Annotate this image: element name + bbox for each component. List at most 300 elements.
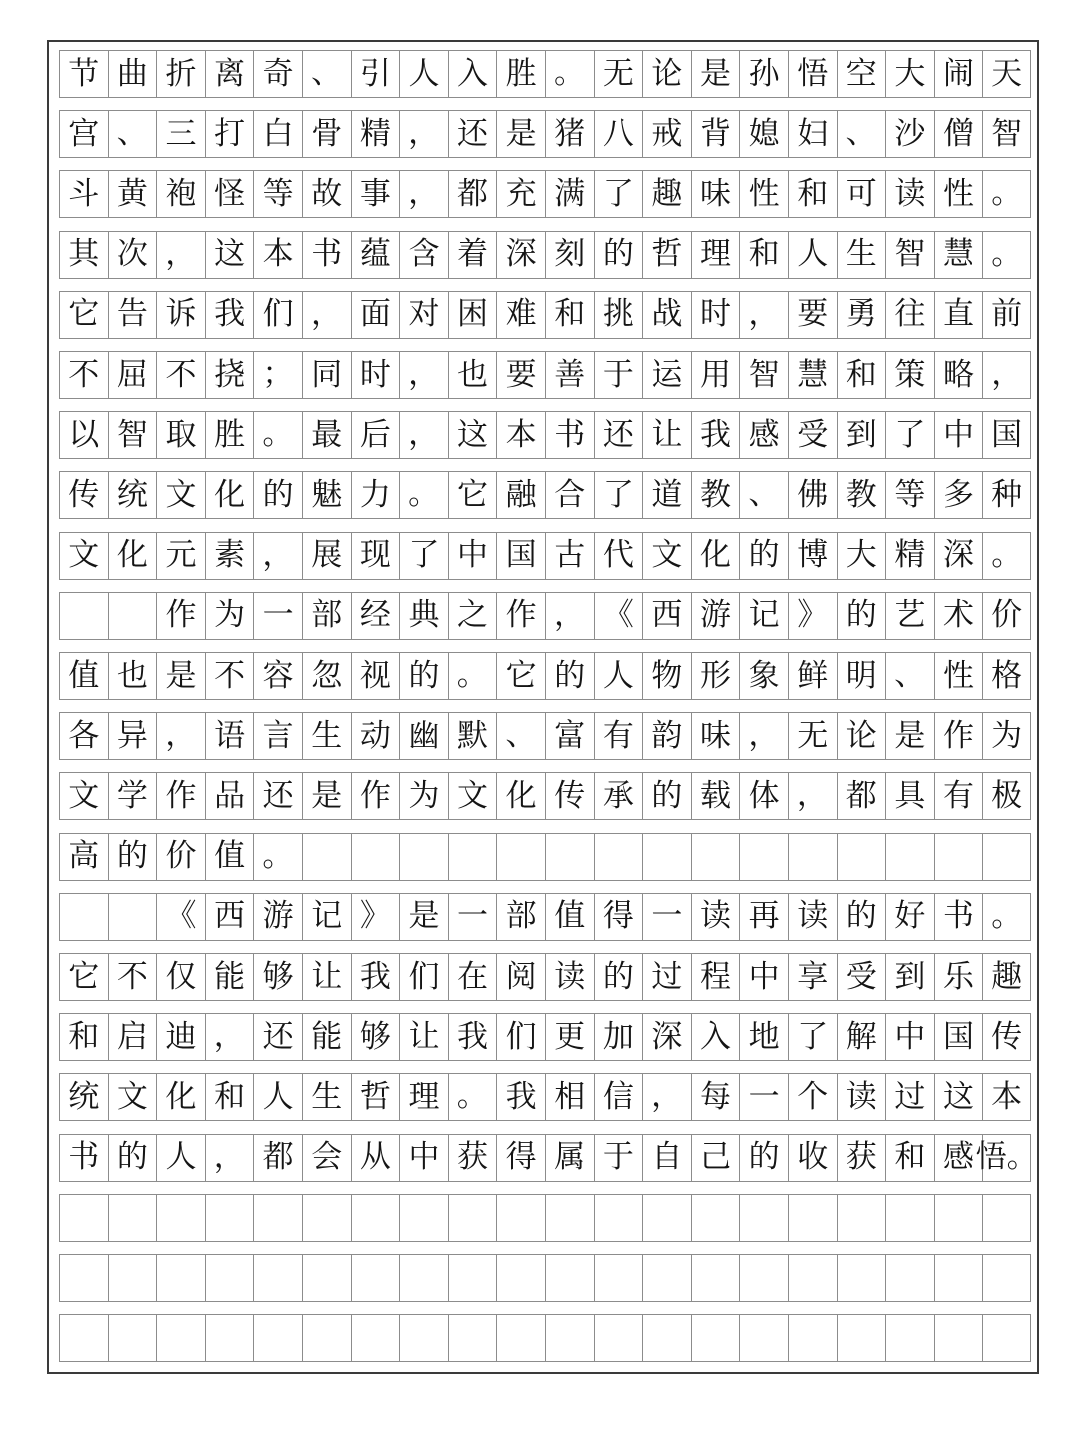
grid-cell [302, 1254, 351, 1302]
grid-cell [545, 833, 594, 881]
grid-cell: 价 [156, 833, 205, 881]
grid-cell [642, 833, 691, 881]
grid-cell: 、 [837, 110, 886, 158]
grid-cell: 论 [642, 50, 691, 98]
grid-cell [448, 833, 497, 881]
grid-cell: 获 [448, 1134, 497, 1182]
grid-cell [59, 1254, 108, 1302]
grid-cell: 形 [691, 652, 740, 700]
grid-cell: ， [205, 1013, 254, 1061]
grid-cell: 加 [594, 1013, 643, 1061]
grid-cell [885, 833, 934, 881]
grid-cell [739, 1314, 788, 1362]
grid-cell: 得 [594, 893, 643, 941]
grid-cell: 。 [399, 471, 448, 519]
grid-cell [59, 1194, 108, 1242]
grid-cell: 明 [837, 652, 886, 700]
grid-cell: 教 [837, 471, 886, 519]
grid-cell: 部 [302, 592, 351, 640]
grid-cell: 魅 [302, 471, 351, 519]
grid-cell: 《 [156, 893, 205, 941]
grid-cell: 》 [788, 592, 837, 640]
grid-cell: 了 [788, 1013, 837, 1061]
grid-cell: 中 [885, 1013, 934, 1061]
grid-cell: 代 [594, 532, 643, 580]
grid-row [59, 1254, 1031, 1302]
grid-cell [837, 1254, 886, 1302]
grid-cell: 还 [594, 411, 643, 459]
grid-cell: 和 [788, 170, 837, 218]
grid-cell: 自 [642, 1134, 691, 1182]
grid-cell: 统 [59, 1073, 108, 1121]
grid-cell: 艺 [885, 592, 934, 640]
grid-cell: 戒 [642, 110, 691, 158]
grid-cell: ， [642, 1073, 691, 1121]
grid-cell: 的 [739, 1134, 788, 1182]
grid-cell [253, 1254, 302, 1302]
grid-cell: 折 [156, 50, 205, 98]
grid-cell: 能 [205, 953, 254, 1001]
grid-cell: 读 [788, 893, 837, 941]
grid-cell: 部 [496, 893, 545, 941]
grid-cell: 同 [302, 351, 351, 399]
grid-cell: 文 [59, 772, 108, 820]
grid-cell: 启 [108, 1013, 157, 1061]
grid-cell: 和 [205, 1073, 254, 1121]
grid-cell: 我 [205, 291, 254, 339]
grid-cell: 是 [156, 652, 205, 700]
grid-cell: 善 [545, 351, 594, 399]
grid-cell: 大 [837, 532, 886, 580]
grid-cell: 西 [642, 592, 691, 640]
grid-cell: 入 [691, 1013, 740, 1061]
grid-cell: 承 [594, 772, 643, 820]
grid-cell: 为 [399, 772, 448, 820]
grid-cell: 作 [351, 772, 400, 820]
grid-cell: 智 [108, 411, 157, 459]
grid-row [59, 50, 1031, 98]
grid-cell: 刻 [545, 231, 594, 279]
grid-cell: 值 [545, 893, 594, 941]
grid-cell [691, 1194, 740, 1242]
grid-cell: 物 [642, 652, 691, 700]
grid-cell: 让 [399, 1013, 448, 1061]
grid-cell [59, 893, 108, 941]
grid-cell [351, 833, 400, 881]
grid-cell: 打 [205, 110, 254, 158]
grid-row [59, 833, 1031, 881]
grid-cell: 胜 [205, 411, 254, 459]
grid-cell: 难 [496, 291, 545, 339]
grid-cell: 。 [982, 893, 1031, 941]
grid-cell: 极 [982, 772, 1031, 820]
grid-cell: 僧 [934, 110, 983, 158]
grid-cell: 慧 [934, 231, 983, 279]
grid-cell: 记 [302, 893, 351, 941]
grid-cell: 是 [885, 712, 934, 760]
grid-cell: 感 [739, 411, 788, 459]
grid-cell: 个 [788, 1073, 837, 1121]
grid-cell: 挑 [594, 291, 643, 339]
grid-cell: 博 [788, 532, 837, 580]
grid-cell: 的 [108, 833, 157, 881]
grid-cell: 文 [156, 471, 205, 519]
grid-cell [594, 1314, 643, 1362]
grid-cell: 享 [788, 953, 837, 1001]
grid-cell: 不 [108, 953, 157, 1001]
grid-cell: 。 [982, 170, 1031, 218]
grid-cell: 性 [934, 170, 983, 218]
grid-cell [496, 1314, 545, 1362]
grid-cell [448, 1314, 497, 1362]
grid-cell: 从 [351, 1134, 400, 1182]
grid-cell: 战 [642, 291, 691, 339]
grid-cell: 。 [253, 833, 302, 881]
grid-cell [691, 833, 740, 881]
grid-cell: 会 [302, 1134, 351, 1182]
grid-cell: 书 [59, 1134, 108, 1182]
grid-cell: 迪 [156, 1013, 205, 1061]
grid-cell: 幽 [399, 712, 448, 760]
grid-cell: 》 [351, 893, 400, 941]
grid-cell [351, 1194, 400, 1242]
grid-cell [302, 1194, 351, 1242]
grid-cell: 仅 [156, 953, 205, 1001]
grid-cell: 等 [253, 170, 302, 218]
grid-cell: 再 [739, 893, 788, 941]
grid-cell: 动 [351, 712, 400, 760]
grid-cell: 们 [399, 953, 448, 1001]
grid-cell: 国 [934, 1013, 983, 1061]
grid-cell: 们 [496, 1013, 545, 1061]
grid-cell: 怪 [205, 170, 254, 218]
grid-cell: 值 [205, 833, 254, 881]
grid-cell: 的 [399, 652, 448, 700]
grid-cell [739, 833, 788, 881]
grid-cell [982, 833, 1031, 881]
grid-cell [156, 1194, 205, 1242]
grid-cell: 元 [156, 532, 205, 580]
grid-row [59, 351, 1031, 399]
grid-cell [642, 1254, 691, 1302]
grid-cell [594, 1194, 643, 1242]
grid-cell: 味 [691, 170, 740, 218]
grid-cell: 智 [982, 110, 1031, 158]
grid-cell: 的 [642, 772, 691, 820]
grid-cell: 精 [351, 110, 400, 158]
grid-cell: 曲 [108, 50, 157, 98]
grid-cell [108, 893, 157, 941]
grid-cell [885, 1254, 934, 1302]
grid-cell: 品 [205, 772, 254, 820]
grid-cell: 。 [982, 231, 1031, 279]
grid-cell: 值 [59, 652, 108, 700]
grid-cell: ， [739, 291, 788, 339]
grid-cell: 直 [934, 291, 983, 339]
grid-cell: 为 [982, 712, 1031, 760]
grid-cell [59, 1314, 108, 1362]
grid-cell: 的 [594, 953, 643, 1001]
grid-cell: 化 [496, 772, 545, 820]
grid-cell: 文 [59, 532, 108, 580]
grid-cell: 取 [156, 411, 205, 459]
grid-cell: 蕴 [351, 231, 400, 279]
grid-cell: 可 [837, 170, 886, 218]
grid-cell: 游 [253, 893, 302, 941]
grid-row [59, 712, 1031, 760]
grid-cell: 到 [885, 953, 934, 1001]
grid-cell [59, 592, 108, 640]
grid-cell: 作 [156, 592, 205, 640]
grid-cell: 一 [642, 893, 691, 941]
grid-row [59, 1013, 1031, 1061]
grid-cell: 不 [59, 351, 108, 399]
grid-cell: 读 [545, 953, 594, 1001]
grid-row [59, 1073, 1031, 1121]
grid-cell [108, 1194, 157, 1242]
grid-cell: 过 [642, 953, 691, 1001]
grid-cell [788, 1194, 837, 1242]
grid-cell: 黄 [108, 170, 157, 218]
grid-cell [837, 1194, 886, 1242]
grid-cell: 们 [253, 291, 302, 339]
grid-cell: ， [302, 291, 351, 339]
grid-cell: 术 [934, 592, 983, 640]
grid-cell: 时 [351, 351, 400, 399]
grid-cell: 不 [205, 652, 254, 700]
grid-cell: 都 [448, 170, 497, 218]
grid-cell [545, 1254, 594, 1302]
grid-cell: 受 [788, 411, 837, 459]
grid-cell: 。 [253, 411, 302, 459]
grid-cell: 这 [448, 411, 497, 459]
grid-row [59, 953, 1031, 1001]
grid-cell: 天 [982, 50, 1031, 98]
grid-cell: 了 [399, 532, 448, 580]
grid-cell [934, 1314, 983, 1362]
grid-cell: 也 [448, 351, 497, 399]
grid-cell: 体 [739, 772, 788, 820]
grid-cell: 诉 [156, 291, 205, 339]
grid-cell: 了 [594, 471, 643, 519]
grid-cell: 作 [934, 712, 983, 760]
grid-cell: 。 [982, 532, 1031, 580]
grid-cell: 趣 [642, 170, 691, 218]
grid-cell: 具 [885, 772, 934, 820]
grid-cell: 骨 [302, 110, 351, 158]
grid-cell: 奇 [253, 50, 302, 98]
grid-cell: 着 [448, 231, 497, 279]
grid-cell: 默 [448, 712, 497, 760]
grid-cell [982, 1194, 1031, 1242]
grid-cell: 了 [594, 170, 643, 218]
grid-cell: 于 [594, 1134, 643, 1182]
grid-cell: 西 [205, 893, 254, 941]
grid-cell [253, 1314, 302, 1362]
grid-cell: 解 [837, 1013, 886, 1061]
grid-cell: 读 [691, 893, 740, 941]
grid-cell: 在 [448, 953, 497, 1001]
grid-cell: 的 [837, 592, 886, 640]
grid-cell: 哲 [642, 231, 691, 279]
grid-cell [934, 1194, 983, 1242]
grid-cell: 中 [934, 411, 983, 459]
grid-cell: 后 [351, 411, 400, 459]
grid-cell: 往 [885, 291, 934, 339]
grid-cell: 面 [351, 291, 400, 339]
grid-cell: 经 [351, 592, 400, 640]
grid-cell: 国 [982, 411, 1031, 459]
grid-cell: 运 [642, 351, 691, 399]
grid-cell: 它 [448, 471, 497, 519]
grid-cell: 够 [253, 953, 302, 1001]
grid-cell: ， [399, 170, 448, 218]
grid-cell: ， [739, 712, 788, 760]
grid-cell [837, 1314, 886, 1362]
grid-cell: 传 [59, 471, 108, 519]
grid-cell [691, 1314, 740, 1362]
grid-cell: 高 [59, 833, 108, 881]
grid-cell: 智 [739, 351, 788, 399]
grid-cell [156, 1254, 205, 1302]
grid-cell: 地 [739, 1013, 788, 1061]
grid-cell: 事 [351, 170, 400, 218]
grid-cell: 更 [545, 1013, 594, 1061]
grid-cell: 空 [837, 50, 886, 98]
grid-cell: 、 [302, 50, 351, 98]
grid-cell: ， [788, 772, 837, 820]
grid-cell: 作 [156, 772, 205, 820]
grid-cell: 己 [691, 1134, 740, 1182]
grid-cell [448, 1194, 497, 1242]
grid-cell: 宫 [59, 110, 108, 158]
grid-cell: 读 [837, 1073, 886, 1121]
grid-cell: 我 [496, 1073, 545, 1121]
grid-cell: 深 [496, 231, 545, 279]
grid-cell: 获 [837, 1134, 886, 1182]
grid-cell: 前 [982, 291, 1031, 339]
grid-cell: 本 [496, 411, 545, 459]
grid-cell: 的 [545, 652, 594, 700]
grid-cell: 猪 [545, 110, 594, 158]
grid-cell: 人 [594, 652, 643, 700]
grid-cell: 忽 [302, 652, 351, 700]
grid-row [59, 110, 1031, 158]
grid-row [59, 291, 1031, 339]
grid-cell: 的 [253, 471, 302, 519]
grid-cell [253, 1194, 302, 1242]
grid-cell [739, 1194, 788, 1242]
grid-cell: 富 [545, 712, 594, 760]
grid-cell: 都 [253, 1134, 302, 1182]
grid-cell: 。 [448, 1073, 497, 1121]
grid-cell: 多 [934, 471, 983, 519]
grid-cell [399, 1254, 448, 1302]
grid-cell [351, 1254, 400, 1302]
grid-cell [545, 1194, 594, 1242]
grid-cell: 、 [885, 652, 934, 700]
grid-cell: 一 [739, 1073, 788, 1121]
grid-cell: 学 [108, 772, 157, 820]
grid-cell: 教 [691, 471, 740, 519]
grid-cell: 、 [108, 110, 157, 158]
grid-cell: 妇 [788, 110, 837, 158]
grid-cell: 是 [496, 110, 545, 158]
grid-cell: 各 [59, 712, 108, 760]
grid-cell: 和 [837, 351, 886, 399]
grid-cell: 受 [837, 953, 886, 1001]
grid-cell: 韵 [642, 712, 691, 760]
grid-cell: 闹 [934, 50, 983, 98]
grid-cell [108, 592, 157, 640]
grid-cell: 哲 [351, 1073, 400, 1121]
grid-cell: 我 [691, 411, 740, 459]
grid-cell: 《 [594, 592, 643, 640]
grid-cell: 感 [934, 1134, 983, 1182]
grid-cell [351, 1314, 400, 1362]
grid-cell: 人 [788, 231, 837, 279]
grid-cell: 和 [545, 291, 594, 339]
grid-cell: 中 [399, 1134, 448, 1182]
grid-cell: 袍 [156, 170, 205, 218]
grid-cell [885, 1194, 934, 1242]
grid-cell: 佛 [788, 471, 837, 519]
grid-cell: 书 [545, 411, 594, 459]
grid-cell: 用 [691, 351, 740, 399]
grid-cell: 慧 [788, 351, 837, 399]
grid-cell [982, 1254, 1031, 1302]
grid-cell: 象 [739, 652, 788, 700]
grid-cell: 的 [837, 893, 886, 941]
grid-cell: 每 [691, 1073, 740, 1121]
grid-cell: 。 [545, 50, 594, 98]
grid-cell: 价 [982, 592, 1031, 640]
grid-cell: 略 [934, 351, 983, 399]
grid-cell [399, 1314, 448, 1362]
grid-cell: 言 [253, 712, 302, 760]
grid-cell [788, 1314, 837, 1362]
grid-cell: 告 [108, 291, 157, 339]
grid-cell: 、 [496, 712, 545, 760]
grid-cell: 书 [302, 231, 351, 279]
grid-cell: 的 [739, 532, 788, 580]
grid-cell: 力 [351, 471, 400, 519]
grid-cell: 这 [934, 1073, 983, 1121]
grid-cell: 的 [108, 1134, 157, 1182]
grid-cell: 本 [982, 1073, 1031, 1121]
grid-cell: 其 [59, 231, 108, 279]
grid-row [59, 772, 1031, 820]
grid-cell: 现 [351, 532, 400, 580]
grid-cell: 文 [448, 772, 497, 820]
grid-row [59, 532, 1031, 580]
grid-cell [642, 1194, 691, 1242]
grid-cell: 节 [59, 50, 108, 98]
grid-cell: 引 [351, 50, 400, 98]
grid-cell: 到 [837, 411, 886, 459]
grid-cell: ， [982, 351, 1031, 399]
grid-cell: 白 [253, 110, 302, 158]
grid-cell: 和 [739, 231, 788, 279]
grid-cell [399, 833, 448, 881]
grid-cell: 还 [253, 1013, 302, 1061]
grid-cell: ， [156, 712, 205, 760]
grid-cell: 和 [885, 1134, 934, 1182]
grid-cell: 化 [108, 532, 157, 580]
grid-cell [448, 1254, 497, 1302]
grid-cell: 都 [837, 772, 886, 820]
grid-cell: 挠 [205, 351, 254, 399]
